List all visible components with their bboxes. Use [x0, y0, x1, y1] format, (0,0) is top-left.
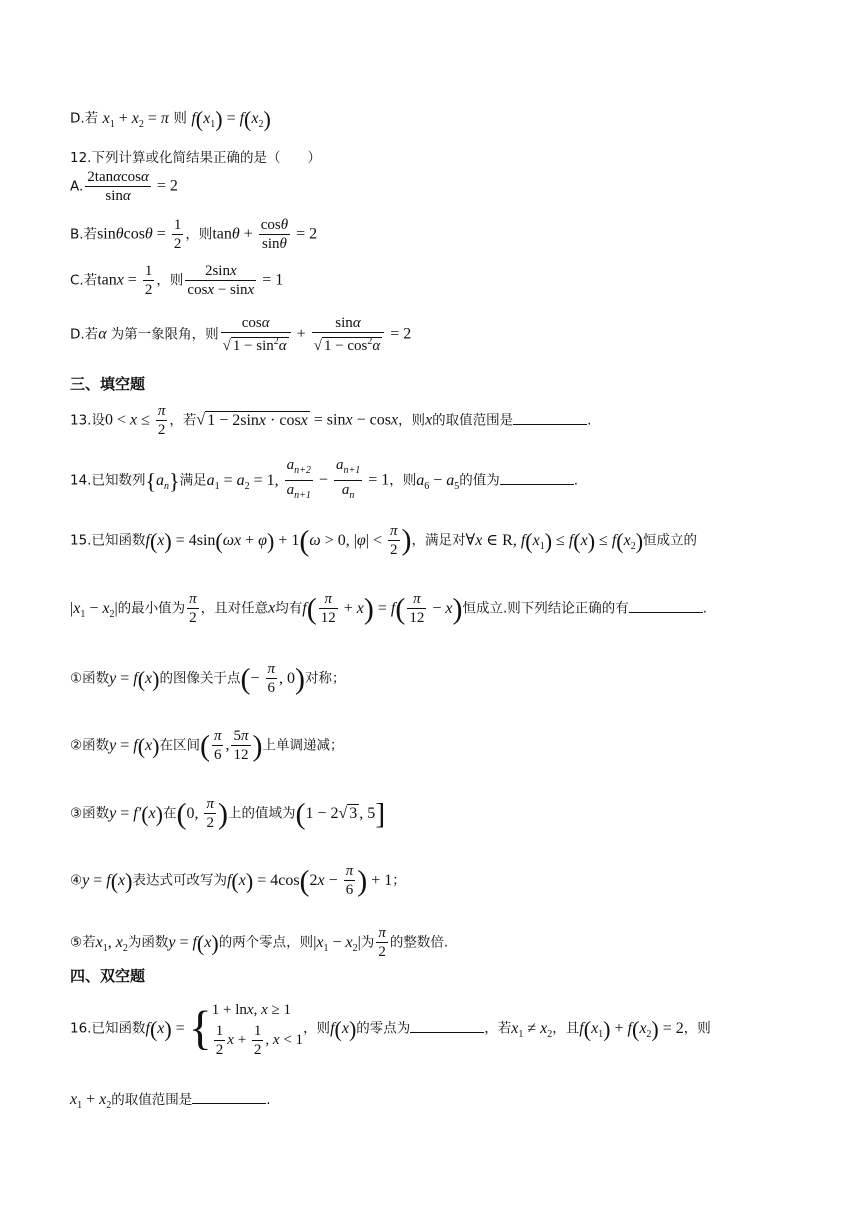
- piecewise-cases: 1 + lnx, x ≥ 1 $\frac{1}{2}$ x + $\frac{1}{2}$ , x < 1: [211, 1002, 304, 1058]
- fraction: $\frac{\pi}{2}$: [206, 796, 214, 831]
- q12-option-b: B.若sinθcosθ = $\frac{1}{2}$ ，则tanθ + $\frac{\cos\theta}{\sin\theta}$ = 2: [70, 217, 318, 252]
- option-label: C.若: [70, 272, 98, 289]
- q15-option-5: ⑤若$x_1$, $x_2$为函数y = f(x)的两个零点，则$|x_1 - x_2|$为 $\frac{\pi}{2}$ 的整数倍.: [70, 925, 449, 960]
- q16-line1: 16.已知函数f(x) = { 1 + lnx, x ≥ 1 $\frac{1}{2}$ x + $\frac{1}{2}$ , x < 1 ，则f(x)的零点为 ，若$x_1 \ne x_2$，且$f(x_1) + f(x_2) = 2$，则: [70, 998, 711, 1059]
- q15-o5c: 的两个零点，则: [218, 934, 314, 951]
- q15-o4a: ④: [70, 872, 83, 889]
- q12-option-a: A. $\frac{2\tan\alpha\cos\alpha}{\sin\alpha}$ = 2: [70, 169, 178, 204]
- option-label: D.若: [70, 326, 99, 343]
- answer-blank[interactable]: [629, 598, 703, 613]
- answer-blank[interactable]: [192, 1089, 266, 1104]
- fraction: $\frac{\sin\alpha}{√ 1 - \cos^2\alpha}$: [312, 314, 385, 355]
- math-expr: $f(x_1) = f(x_2)$: [191, 106, 271, 131]
- q15-line2a: 的最小值为: [117, 600, 186, 617]
- fraction: $\frac{\pi}{6}$: [267, 661, 276, 696]
- q15-option-4: ④y = f(x)表达式可改写为f(x) = 4cos(2x − $\frac{\pi}{6}$ ) + 1；: [70, 863, 406, 898]
- fraction: $\frac{a_{n+1}}{a_n}$: [335, 457, 361, 501]
- q16-line2: $x_1 + x_2$的取值范围是 .: [70, 1091, 271, 1112]
- q15-o4b: 表达式可改写为: [132, 872, 227, 889]
- q16-mid2: 的零点为: [356, 1020, 411, 1037]
- q16-mid1: ，则: [303, 1020, 331, 1037]
- q11-option-d: [70, 106, 271, 132]
- fraction: $\frac{\pi}{6}$: [213, 728, 222, 763]
- q14-end: .: [573, 472, 579, 489]
- section-title: 三、填空题: [70, 375, 146, 393]
- q15-line2d: 恒成立.则下列结论正确的有: [462, 600, 629, 617]
- fraction: $\frac{\cos\theta}{\sin\theta}$: [260, 217, 289, 252]
- q15-o3a: ③函数: [70, 805, 110, 822]
- q15-line2: $|x_1 - x_2|$的最小值为 $\frac{\pi}{2}$ ，且对任意x均有f( $\frac{\pi}{12}$ + x) = f( $\frac{\pi}{12}$ − x)恒成立.则下列结论正确的有 .: [70, 591, 708, 626]
- fraction: $\frac{\pi}{12}$: [320, 591, 336, 626]
- fraction: $\frac{\pi}{2}$: [189, 591, 197, 626]
- q15-o2b: 在区间: [159, 737, 200, 754]
- option-label: B.若: [70, 226, 98, 243]
- q16-line2: 的取值范围是: [111, 1092, 193, 1108]
- q15-o5b: 为函数: [127, 934, 169, 951]
- fraction: $\frac{\pi}{6}$: [345, 863, 354, 898]
- q11d-prefix: D.若: [70, 110, 99, 127]
- q15-o1a: ①函数: [70, 670, 110, 687]
- q12-stem: 12.下列计算或化简结果正确的是（ ）: [70, 150, 321, 166]
- fraction: $\frac{\pi}{12}$: [409, 591, 425, 626]
- fraction: $\frac{\pi}{2}$: [390, 523, 398, 558]
- q15-end: .: [702, 600, 708, 617]
- fraction: $\frac{5\pi}{12}$: [233, 728, 249, 763]
- q12b-mid: ，则: [185, 226, 213, 243]
- piecewise-brace: {: [188, 1001, 212, 1055]
- q15-o5a: ⑤若: [70, 934, 96, 951]
- q13-end: .: [587, 412, 592, 429]
- fraction: $\frac{2\tan\alpha\cos\alpha}{\sin\alpha}$: [87, 169, 149, 204]
- q16-mid4: ，且: [552, 1020, 580, 1037]
- section-title: 四、双空题: [70, 967, 146, 985]
- q15-tail1: 恒成立的: [643, 532, 698, 549]
- option-label: A.: [70, 178, 84, 195]
- q13: 13.设0 < x ≤ $\frac{\pi}{2}$ ，若√ 1 − 2sinx · cosx = sinx − cosx，则x的取值范围是 .: [70, 403, 592, 438]
- fraction: $\frac{1}{2}$: [144, 263, 153, 298]
- q15-o2a: ②函数: [70, 737, 110, 754]
- q15-line2b: ，且对任意: [200, 600, 269, 617]
- q16-end: .: [266, 1092, 271, 1108]
- q13-tail: 的取值范围是: [432, 412, 514, 429]
- q12c-mid: ，则: [156, 272, 184, 289]
- q14-mid2: ，则: [389, 472, 417, 489]
- q15-line2c: 均有: [275, 600, 303, 617]
- q15-o1c: 对称；: [305, 670, 346, 687]
- fraction: $\frac{\pi}{2}$: [378, 925, 386, 960]
- answer-blank[interactable]: [500, 470, 574, 485]
- q13-mid1: ，若: [169, 412, 197, 429]
- q15-option-1: ①函数y = f(x)的图像关于点(− $\frac{\pi}{6}$ , 0)对称；: [70, 661, 346, 696]
- q14-mid1: 满足: [179, 472, 207, 489]
- q15-option-2: ②函数y = f(x)在区间( $\frac{\pi}{6}$ , $\frac{5\pi}{12}$ )上单调递减；: [70, 728, 344, 763]
- q15-o4c: ；: [392, 872, 406, 889]
- q14-prefix: 14.已知数列: [70, 472, 146, 489]
- q12d-text: 为第一象限角，则: [110, 326, 219, 343]
- answer-blank[interactable]: [513, 410, 587, 425]
- q15-mid1: ，满足对: [411, 532, 466, 549]
- q15-o3c: 上的值域为: [227, 805, 296, 822]
- math-expr: $x_1 + x_2 = \pi$: [102, 109, 169, 130]
- q12-option-d: D.若α 为第一象限角，则 $\frac{\cos\alpha}{√ 1 - \sin^2\alpha}$ + $\frac{\sin\alpha}{√ 1 - \cos^2\alpha}$ = 2: [70, 315, 412, 354]
- q11d-mid: 则: [173, 110, 187, 127]
- q15-o5e: 的整数倍.: [389, 934, 449, 951]
- q15-o5d: 为: [360, 934, 375, 951]
- q13-prefix: 13.设: [70, 412, 105, 429]
- q15-o1b: 的图像关于点: [159, 670, 241, 687]
- q15-option-3: ③函数y = f′(x)在(0, $\frac{\pi}{2}$ )上的值域为(1 − 2√ 3 , 5]: [70, 796, 386, 831]
- q15-line1: 15.已知函数f(x) = 4sin(ωx + φ) + 1(ω > 0, |φ| < $\frac{\pi}{2}$ )，满足对∀x ∈ R, $f(x_1) \le f(x) \le f(x_2)$恒成立的: [70, 523, 698, 558]
- fraction: $\frac{1}{2}$: [173, 217, 182, 252]
- q16-mid5: ，则: [683, 1020, 711, 1037]
- fraction: $\frac{\cos\alpha}{√ 1 - \sin^2\alpha}$: [221, 314, 291, 355]
- q15-o2c: 上单调递减；: [262, 737, 344, 754]
- q14: 14.已知数列$\{a_n\}$满足$a_1 = a_2 = 1$, $\frac{a_{n+2}}{a_{n+1}}$ − $\frac{a_{n+1}}{a_n}$ = 1，则$a_6 - a_5$的值为 .: [70, 456, 578, 505]
- q16-mid3: ，若: [484, 1020, 512, 1037]
- q12-option-c: C.若tanx = $\frac{1}{2}$ ，则 $\frac{2\sin x}{\cos x - \sin x}$ = 1: [70, 263, 284, 298]
- q14-tail: 的值为: [459, 472, 500, 489]
- q16-prefix: 16.已知函数: [70, 1020, 146, 1037]
- q13-mid2: ，则: [398, 412, 426, 429]
- fraction: $\frac{\pi}{2}$: [157, 403, 166, 438]
- q15-o3b: 在: [162, 805, 177, 822]
- fraction: $\frac{2\sin x}{\cos x - \sin x}$: [187, 263, 255, 298]
- q15-prefix: 15.已知函数: [70, 532, 146, 549]
- answer-blank[interactable]: [410, 1018, 484, 1033]
- fraction: $\frac{a_{n+2}}{a_{n+1}}$: [286, 457, 311, 501]
